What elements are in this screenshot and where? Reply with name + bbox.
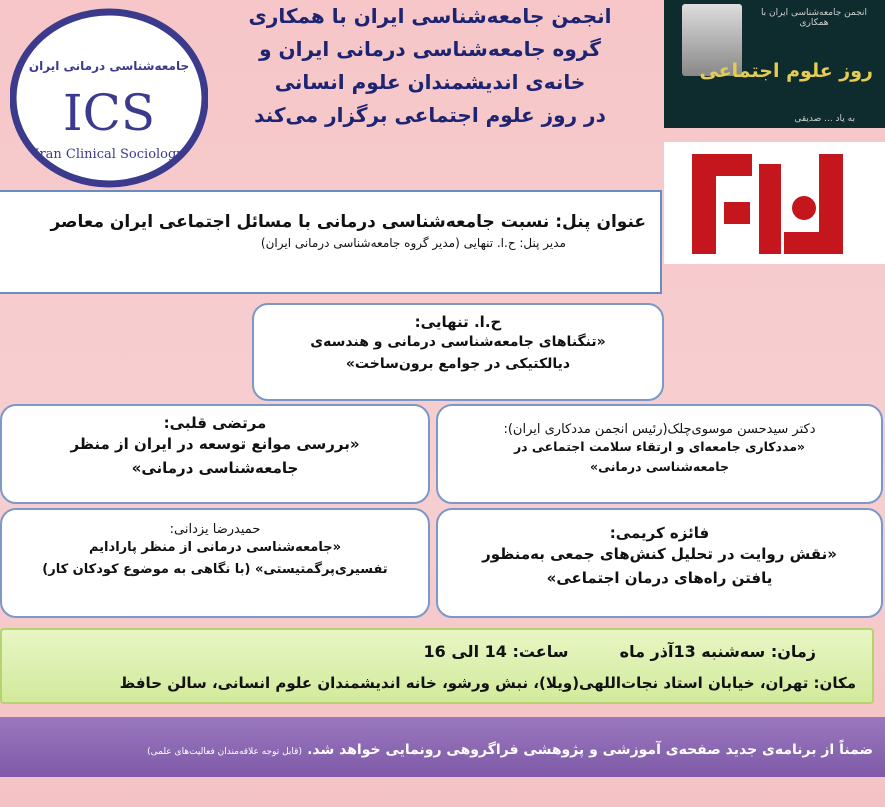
header-line-2: گروه جامعه‌شناسی درمانی ایران و (259, 37, 601, 61)
speaker-card-mousavi-chelak (436, 404, 883, 504)
ics-abbr: ICS (62, 84, 156, 142)
ics-logo (10, 8, 208, 188)
event-hours: ساعت: 14 الی 16 (423, 642, 569, 661)
ics-bottom-text: Iran Clinical Sociology (34, 147, 184, 162)
header-line-3: خانه‌ی اندیشمندان علوم انسانی (274, 70, 586, 94)
talk-title-line: جامعه‌شناسی درمانی» (590, 459, 729, 474)
panel-moderator: مدیر پنل: ح.ا. تنهایی (مدیر گروه جامعه‌شناسی درمانی ایران) (260, 236, 566, 250)
book-title: روز علوم اجتماعی (699, 60, 873, 82)
talk-title-line: تفسیری‌پرگمتیستی» (با نگاهی به موضوع کودکان کار) (42, 562, 388, 577)
talk-title-line: «جامعه‌شناسی درمانی از منظر پارادایم (88, 540, 341, 555)
speaker-card-ghalbi (0, 404, 430, 504)
speaker-card-tanhaei (252, 303, 664, 401)
book-author: به یاد ... صدیقی (794, 114, 855, 124)
header-line-4: در روز علوم اجتماعی برگزار می‌کند (254, 103, 606, 127)
announcement-aside: (قابل توجه علاقه‌مندان فعالیت‌های علمی) (147, 747, 302, 757)
book-small-text: انجمن جامعه‌شناسی ایران با همکاری (760, 8, 868, 28)
announcement-text: ضمناً از برنامه‌ی جدید صفحه‌ی آموزشی و پژوهشی فراگروهی رونمایی خواهد شد. (307, 742, 873, 758)
talk-title-line: «تنگناهای جامعه‌شناسی درمانی و هندسه‌ی (310, 334, 606, 350)
ics-logo-icon (10, 8, 208, 188)
speaker-name: فائزه کریمی: (609, 524, 710, 542)
panel-info-box (0, 190, 662, 294)
speaker-name: مرتضی قلبی: (163, 414, 267, 432)
talk-title-line: «نقش روایت در تحلیل کنش‌های جمعی به‌منظور (482, 545, 837, 563)
speaker-name: ح.ا. تنهایی: (414, 313, 502, 331)
book-cover (664, 0, 885, 128)
talk-title-line: دیالکتیکی در جوامع برون‌ساخت» (345, 356, 571, 372)
ics-top-text: جامعه‌شناسی درمانی ایران (28, 59, 190, 73)
talk-title-line: «مددکاری جامعه‌ای و ارتقاء سلامت اجتماعی در (513, 439, 806, 454)
talk-title-line: «بررسی موانع توسعه در ایران از منظر (70, 435, 360, 453)
speaker-card-karimi (436, 508, 883, 618)
panel-title: عنوان پنل: نسبت جامعه‌شناسی درمانی با مسائل اجتماعی ایران معاصر (50, 212, 646, 232)
aja-logo-icon (664, 142, 885, 264)
announcement-bar (0, 717, 885, 777)
header-line-1: انجمن جامعه‌شناسی ایران با همکاری (248, 4, 612, 28)
aja-logo (664, 142, 885, 264)
speaker-name: دکتر سیدحسن موسوی‌چلک(رئیس انجمن مددکاری ایران): (503, 422, 816, 437)
time-place-bar (0, 628, 874, 704)
event-place: مکان: تهران، خیابان استاد نجات‌اللهی(ویلا)، نبش ورشو، خانه اندیشمندان علوم انسانی، سالن حافظ (119, 674, 856, 692)
talk-title-line: جامعه‌شناسی درمانی» (131, 459, 299, 477)
speaker-name: حمیدرضا یزدانی: (169, 522, 261, 537)
event-header (200, 0, 660, 190)
event-date: زمان: سه‌شنبه 13آذر ماه (619, 642, 816, 661)
speaker-card-yazdani (0, 508, 430, 618)
talk-title-line: یافتن راه‌های درمان اجتماعی» (546, 569, 773, 587)
